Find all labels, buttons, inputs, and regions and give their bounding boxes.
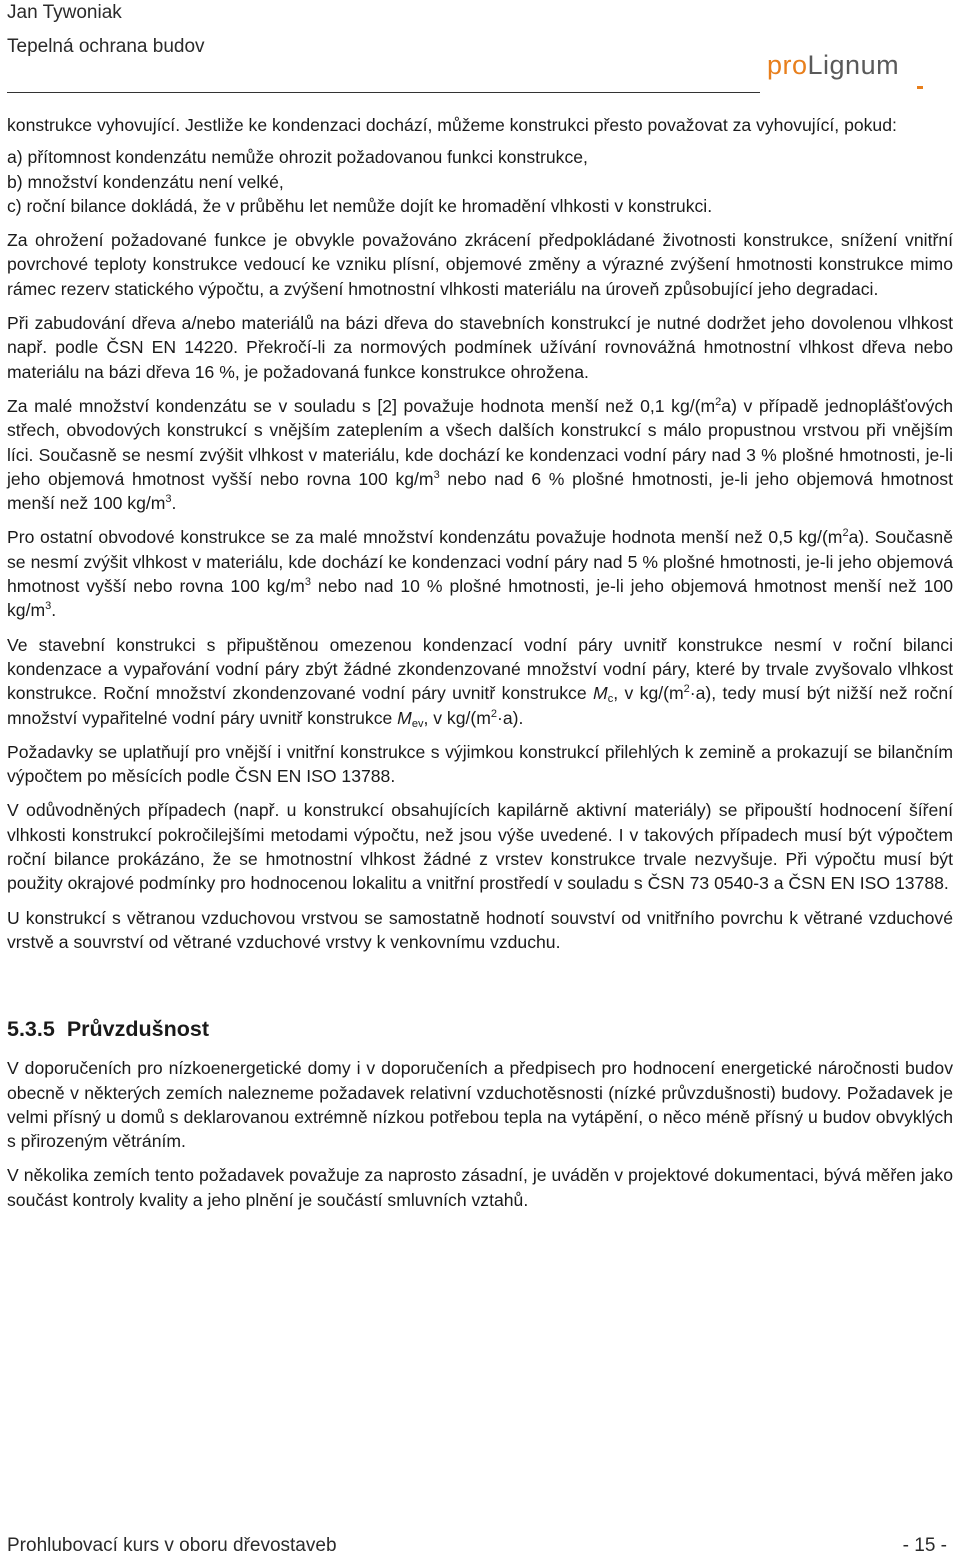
- paragraph-stavebni-konstrukce: [7, 633, 953, 730]
- header-rule: [7, 92, 760, 93]
- superscript: 2: [683, 683, 690, 696]
- list-item-b: b) množství kondenzátu není velké,: [7, 171, 284, 192]
- section-number: 5.3.5: [7, 1017, 55, 1042]
- text-run: Za malé množství kondenzátu se v souladu s [2] považuje hodnota menší než 0,1 kg/(m: [7, 395, 716, 416]
- paragraph-doporuceni: V doporučeních pro nízkoenergetické domy i v doporučeních a předpisech pro hodnocení energetické náročnosti budov obecně v některých zemích nalezneme požadavek relativní vzduchotěsnosti (nízké průvzdušnosti) budovy. Požadavek je velmi přísný u domů s deklarovanou extrémně nízkou potřebou tepla na vytápění, o něco méně přísný u budov obvyklých s přirozeným větráním.: [7, 1058, 953, 1152]
- logo-text-lignum: Lignum: [807, 50, 900, 80]
- text-run: ·a).: [497, 707, 524, 728]
- list-item-c: c) roční bilance dokládá, že v průběhu let nemůže dojít ke hromadění vlhkosti v konstrukci.: [7, 195, 713, 216]
- text-run: .: [51, 600, 57, 621]
- document-body: [7, 113, 953, 1222]
- text-run: ·a), tedy musí být nižší než roční množství vypařitelné vodní páry uvnitř konstrukce: [7, 683, 953, 728]
- text-run: Pro ostatní obvodové konstrukce se za malé množství kondenzátu považuje hodnota menší než 0,5 kg/(m: [7, 527, 843, 548]
- superscript: 2: [490, 707, 498, 720]
- page-footer: [7, 1535, 953, 1557]
- subscript: c: [607, 693, 614, 706]
- logo-accent-mark: [917, 86, 923, 89]
- symbol-m: M: [397, 707, 412, 728]
- text-run: a) v případě jednoplášťových střech, obvodových konstrukcí s vnějším zateplením a všech dalších konstrukcí s málo propustnou vrstvou při vnějším líci. Současně se nesmí zvýšit vlhkost v materiálu, kde dochází ke kondenzaci vodní páry nad 3 % plošné hmotnosti, je-li jeho objemová hmotnost vyšší nebo rovna 100 kg/m: [7, 395, 953, 489]
- superscript: 2: [715, 395, 722, 408]
- logo-text-pro: pro: [767, 50, 808, 80]
- paragraph-pozadavky: Požadavky se uplatňují pro vnější i vnitřní konstrukce s výjimkou konstrukcí přilehlých k zemině a prokazují se bilančním výpočtem po měsících podle ČSN EN ISO 13788.: [7, 741, 953, 787]
- text-run: nebo nad 6 % plošné hmotnosti, je-li jeho objemová hmotnost menší než 100 kg/m: [7, 468, 953, 514]
- text-run: , v kg/(m: [423, 707, 491, 728]
- footer-course-name: Prohlubovací kurs v oboru dřevostaveb: [7, 1535, 337, 1556]
- text-run: nebo nad 10 % plošné hmotnosti, je-li jeho objemová hmotnost menší než 100 kg/m: [7, 576, 953, 621]
- superscript: 2: [842, 527, 849, 540]
- prolignum-logo: [767, 52, 899, 79]
- superscript: 3: [433, 468, 440, 481]
- section-title: Průvzdušnost: [66, 1017, 209, 1042]
- paragraph-intro: konstrukce vyhovující. Jestliže ke kondenzaci dochází, můžeme konstrukci přesto považovat za vyhovující, pokud:: [7, 115, 897, 135]
- paragraph-ohrozeni: Za ohrožení požadované funkce je obvykle považováno zkrácení předpokládané životnosti konstrukce, snížení vnitřní povrchové teploty konstrukce vedoucí ke vzniku plísní, objemové změny a výrazné zvýšení hmotnosti konstrukce mimo rámec rezerv statického výpočtu, a zvýšení hmotnostní vlhkosti materiálu na úroveň způsobující jeho degradaci.: [7, 230, 953, 299]
- text-run: , v kg/(m: [613, 683, 684, 704]
- paragraph-oduvodnenych: V odůvodněných případech (např. u konstrukcí obsahujících kapilárně aktivní materiály) se připouští hodnocení šíření vlhkosti konstrukcí pokročilejšími metodami výpočtu, než jsou výše uvedené. I v takových případech musí být výpočtem roční bilance prokázáno, že se hmotnostní vlhkost žádné z vrstev konstrukce trvale nezvyšuje. Při výpočtu musí být použity okrajové podmínky pro hodnocenou lokalitu a vnitřní prostředí v souladu s ČSN 73 0540-3 a ČSN EN ISO 13788.: [7, 800, 953, 894]
- paragraph-male-mnozstvi: [7, 394, 953, 515]
- symbol-m: M: [593, 683, 608, 704]
- header-document-title: Tepelná ochrana budov: [7, 36, 205, 57]
- list-item-a: a) přítomnost kondenzátu nemůže ohrozit požadovanou funkci konstrukce,: [7, 147, 588, 168]
- text-run: .: [171, 493, 177, 514]
- subscript: ev: [411, 717, 424, 730]
- paragraph-vetrana-vrstva: U konstrukcí s větranou vzduchovou vrstvou se samostatně hodnotí souvství od vnitřního povrchu k větrané vzduchové vrstvě a souvrství od větrané vzduchové vrstvy k venkovnímu vzduchu.: [7, 907, 953, 952]
- page-header: [7, 0, 953, 96]
- superscript: 3: [45, 600, 52, 613]
- paragraph-dreva: Při zabudování dřeva a/nebo materiálů na bázi dřeva do stavebních konstrukcí je nutné dodržet jeho dovolenou vlhkost např. podle ČSN EN 14220. Překročí-li za normových podmínek užívání rovnovážná hmotnostní vlhkost dřeva nebo materiálu na bázi dřeva 16 %, je požadovaná funkce konstrukce ohrožena.: [7, 313, 953, 382]
- superscript: 3: [304, 576, 311, 589]
- paragraph-ostatni: [7, 525, 953, 622]
- superscript: 3: [165, 493, 172, 506]
- text-run: Ve stavební konstrukci s připuštěnou omezenou kondenzací vodní páry uvnitř konstrukce nesmí v roční bilanci kondenzace a vypařování vodní páry zbýt žádné zkondenzované množství vodní páry, které by trvale zvyšovalo vlhkost konstrukce. Roční množství zkondenzované vodní páry uvnitř konstrukce: [7, 634, 953, 704]
- page-number: - 15 -: [902, 1535, 947, 1556]
- header-author: Jan Tywoniak: [7, 2, 122, 23]
- section-heading: [7, 1016, 953, 1042]
- text-run: a). Současně se nesmí zvýšit vlhkost v materiálu, kde dochází ke kondenzaci vodní páry nad 5 % plošné hmotnosti, je-li jeho objemová hmotnost vyšší nebo rovna 100 kg/m: [7, 527, 953, 597]
- paragraph-nekolika-zemich: V několika zemích tento požadavek považuje za naprosto zásadní, je uváděn v projektové dokumentaci, bývá měřen jako součást kontroly kvality a jeho plnění je součástí smluvních vztahů.: [7, 1165, 953, 1210]
